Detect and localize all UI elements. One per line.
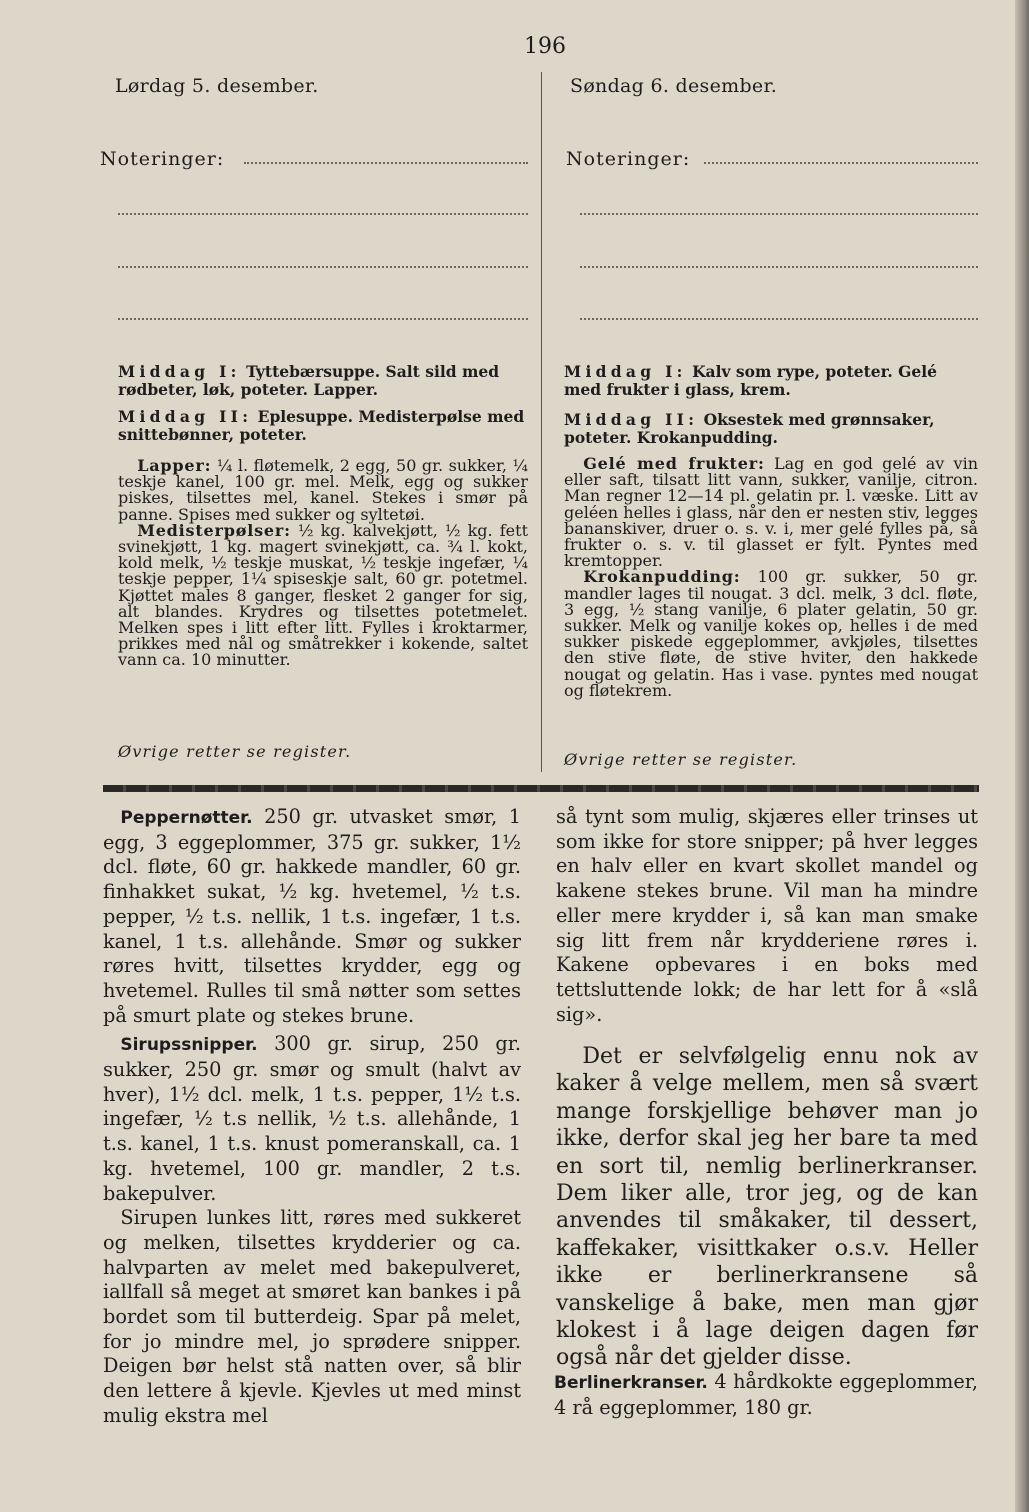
right-day-heading: Søndag 6. desember. xyxy=(570,75,778,97)
column-divider xyxy=(541,72,542,772)
lower-left-column xyxy=(103,805,521,1429)
left-notes-line-2 xyxy=(118,213,528,215)
recipe-sirupssnipper-text: 300 gr. sirup, 250 gr. sukker, 250 gr. smør og smult (halvt av hver), 1½ dcl. melk, 1 t.s. pepper, 1½ t.s. ingefær, ½ t.s nellik, ½ t.s. allehånde, 1 t.s. kanel, 1 t.s. knust pomeranskall, ca. 1 kg. hvetemel, 100 gr. mandler, 2 t.s. bakepulver. xyxy=(103,1032,521,1205)
middag-2-label: Middag II: xyxy=(564,410,699,429)
right-notes-line-1 xyxy=(704,162,978,164)
section-rule xyxy=(103,785,979,792)
recipe-medisterpolser xyxy=(118,520,528,670)
recipe-sirupssnipper-title: Sirupssnipper. xyxy=(120,1035,258,1056)
left-notes-line-4 xyxy=(118,318,528,320)
lower-right-column xyxy=(556,805,978,1027)
recipe-medisterpolser-text: ½ kg. kalvekjøtt, ½ kg. fett svinekjøtt, 1 kg. magert svinekjøtt, ca. ¾ l. kokt, kold melk, ½ teskje muskat, ½ teskje ingefær, ¼ teskje pepper, 1¼ spiseskje salt, 60 gr. potetmel. Kjøttet males 8 ganger, flesket 2 ganger for sig, alt blandes. Krydres og tilsettes potetmelet. Melken spes i litt efter litt. Fylles i kroktarmer, prikkes med nål og småtrekker i kokende, saltet vann ca. 10 minutter. xyxy=(118,520,528,670)
recipe-lapper xyxy=(118,458,528,523)
recipe-lapper-text: ¼ l. fløtemelk, 2 egg, 50 gr. sukker, ¼ teskje kanel, 100 gr. mel. Melk, egg og sukker piskes, tilsettes mel, kanel. Stekes i smør på panne. Spises med sukker og syltetøi. xyxy=(118,456,528,524)
middag-2-text: Oksestek med grønnsaker, poteter. Krokanpudding. xyxy=(564,410,935,447)
middag-1-text: Kalv som rype, poteter. Gelé med frukter i glass, krem. xyxy=(564,362,938,399)
right-recipes xyxy=(564,456,978,699)
recipe-berlinerkranser xyxy=(554,1370,978,1420)
left-notes-line-3 xyxy=(118,266,528,268)
recipe-sirupssnipper-method: Sirupen lunkes litt, røres med sukkeret og melken, tilsettes krydderier og ca. halvparten av melet med bakepulveret, iallfall så meget at smøret kan bankes i på bordet som til butterdeig. Spar på melet, for jo mindre mel, jo sprødere snipper. Deigen bør helst stå natten over, så blir den lettere å kjevle. Kjevles ut med minst mulig ekstra mel xyxy=(103,1206,521,1427)
middag-1-label: Middag I: xyxy=(118,362,241,381)
right-middag-2 xyxy=(564,411,978,447)
right-middag-1 xyxy=(564,363,978,399)
right-ovrige-retter: Øvrige retter se register. xyxy=(564,750,798,769)
recipe-peppernotter-title: Peppernøtter. xyxy=(120,808,253,828)
recipe-peppernotter-text: 250 gr. utvasket smør, 1 egg, 3 eggeplommer, 375 gr. sukker, 1½ dcl. fløte, 60 gr. hakkede mandler, 60 gr. finhakket sukat, ½ kg. hvetemel, ½ t.s. pepper, ½ t.s. nellik, 1 t.s. ingefær, 1 t.s. kanel, 1 t.s. allehånde. Smør og sukker røres hvitt, tilsettes krydder, egg og hvetemel. Rulles til små nøtter som settes på smurt plate og stekes brune. xyxy=(103,805,521,1027)
recipe-gele-text: Lag en god gelé av vin eller saft, tilsatt litt vann, sukker, vanilje, citron. Man regner 12—14 pl. gelatin pr. l. væske. Litt av geléen helles i glass, når den er nesten stiv, legges bananskiver, druer o. s. v. i, mer gelé fylles på, så frukter o. s. v. til glasset er fylt. Pyntes med kremtopper. xyxy=(564,454,979,571)
middag-2-label: Middag II: xyxy=(118,407,253,426)
recipe-krokanpudding-title: Krokanpudding: xyxy=(583,567,741,587)
page-edge-shadow xyxy=(1015,0,1029,1512)
middag-1-text: Tyttebærsuppe. Salt sild med rødbeter, løk, poteter. Lapper. xyxy=(118,362,500,399)
left-day-heading: Lørdag 5. desember. xyxy=(115,75,319,97)
right-notes-line-4 xyxy=(580,318,978,320)
right-notes-line-3 xyxy=(580,266,978,268)
left-recipes xyxy=(118,458,528,669)
left-middag-1 xyxy=(118,363,528,399)
recipe-medisterpolser-title: Medisterpølser: xyxy=(137,520,291,540)
recipe-berlinerkranser-title: Berlinerkranser. xyxy=(554,1373,708,1393)
left-notes-line-1 xyxy=(244,162,528,164)
recipe-gele-title: Gelé med frukter: xyxy=(583,454,765,473)
recipe-krokanpudding-text: 100 gr. sukker, 50 gr. mandler lages til nougat. 3 dcl. melk, 3 dcl. fløte, 3 egg, ½ stang vanilje, 6 plater gelatin, 50 gr. sukker. Melk og vanilje kokes op, helles i de med sukker piskede eggeplommer, avkjøles, tilsettes den stive fløte, de stive hviter, den hakkede nougat og gelatin. Has i vase. pyntes med nougat og fløtekrem. xyxy=(564,567,978,700)
sirupssnipper-continuation: så tynt som mulig, skjæres eller trinses ut som ikke for store snipper; på hver legges en halv eller en kvart skollet mandel og kakene stekes brune. Vil man ha mindre eller mere krydder i, så kan man smake sig litt frem når krydderiene røres i. Kakene opbevares i en boks med tettsluttende lokk; de har lett for å «slå sig». xyxy=(556,805,978,1026)
page-number: 196 xyxy=(524,34,566,59)
middag-2-text: Eplesuppe. Medisterpølse med snittebønner, poteter. xyxy=(118,407,525,444)
recipe-peppernotter xyxy=(103,805,521,1028)
recipe-sirupssnipper xyxy=(103,1032,521,1206)
left-middag-2 xyxy=(118,408,528,444)
middag-1-label: Middag I: xyxy=(564,362,687,381)
recipe-krokanpudding xyxy=(564,569,978,699)
recipe-gele xyxy=(564,456,978,569)
recipe-lapper-title: Lapper: xyxy=(137,456,212,475)
left-notes-label: Noteringer: xyxy=(100,148,225,170)
right-notes-line-2 xyxy=(580,213,978,215)
left-ovrige-retter: Øvrige retter se register. xyxy=(118,742,352,761)
right-notes-label: Noteringer: xyxy=(566,148,691,170)
recipe-berlinerkranser-text: 4 hårdkokte eggeplommer, 4 rå eggeplommer, 180 gr. xyxy=(554,1370,978,1419)
berlinerkranser-intro: Det er selvfølgelig ennu nok av kaker å velge mellem, men så svært mange forskjellige behøver man jo ikke, derfor skal jeg her bare ta med en sort til, nemlig berlinerkranser. Dem liker alle, tror jeg, og de kan anvendes til småkaker, til dessert, kaffekaker, visittkaker o.s.v. Heller ikke er berlinerkransene så vanskelige å bake, men man gjør klokest i å lage deigen dagen før også når det gjelder disse. xyxy=(556,1044,978,1371)
